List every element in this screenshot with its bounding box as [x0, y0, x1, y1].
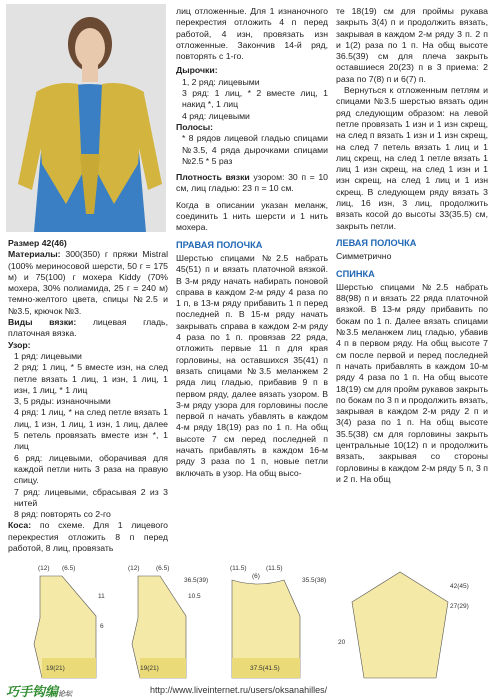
dim-label: (12): [128, 565, 140, 572]
logo-text: 巧手钩编: [6, 684, 59, 699]
dim-label: (11.5): [266, 565, 283, 572]
back-text: Шерстью спицами №2.5 набрать 88(98) п и вязать 22 ряда платочной вязкой. В 13-м ряду прибавить по бокам по 1 п. Далее вязать спицами №3.5 меланжем лиц гладью, убавив 4 п в первом ряду. На общ высоте 7 см после первой и перед последней п начать прибавлять в каждом 10-м ряду 4 раза по 1 п. На общ высоте 18(19) см для пройм рукавов закрыть по бокам по 3 п и продолжить вязать, закрывая в каждом 2-м ряду 2 п и 3(4) раза по 1 п. На общ высоте 35.5(38) см для горловины закрыть центральные 10(12) п и продолжить вязать, закрывая со стороны горловины в каждом 2-м ряду 5 п, 3 п и 2 п. На общ: [336, 281, 488, 484]
dim-label: (6.5): [156, 565, 170, 572]
materials-text: 300(350) г пряжи Mistral (100% мериносовой шерсти, 50 г = 175 м) и 75(100) г мохера Kiddy (70% мохера, 30% полиамида, 25 г = 240 м) темно-желтого цвета, спицы №2.5 и №3.5, крючок №3.: [8, 249, 168, 316]
holes-title: Дырочки:: [176, 65, 218, 76]
kosa-paragraph: [8, 520, 168, 554]
dim-label: 10.5: [188, 593, 201, 600]
pattern-schematic: [0, 558, 494, 684]
left-front-text: Симметрично: [336, 251, 392, 262]
dim-label: 27(29): [450, 603, 469, 610]
stripes-title: Полосы:: [176, 121, 214, 132]
pattern-row-2: 2 ряд: 1 лиц, * 5 вместе изн, на след петле вязать 1 лиц, 1 изн, 1 лиц, 1 изн, 1 лиц, * 1 лиц: [14, 362, 168, 395]
right-front-text: Шерстью спицами №2.5 набрать 45(51) п и вязать платочной вязкой. В 3-м ряду начать набирать поновой справа в каждом 2-м ряду 4 раза по 1 п, в 13-м ряду прибавить 1 п перед последней п. В 15-м ряду начать закрывать справа в каждом 2-м ряду 4 раза по 1 п. провязав 22 ряда, отложить первые 11 п для края горловины, на оставшихся 35(41) п вязать спицами №3.5 меланжем 2 ряда лиц гладью, прибавив 9 п в первом ряду, далее вязать узором. В 3-м ряду узора для горловины после первой п начать убавлять в каждом 4-м ряду 18(19) раз по 1 п. На общ высоте 7 см перед последней п начать прибавлять в каждом 16-м ряду 3 раза по 1 п, новые петли включать в узор. На общ высо-: [176, 252, 328, 478]
pattern-row-3: 3, 5 ряды: изнаночными: [14, 396, 111, 407]
holes-row-2: 3 ряд: 1 лиц, * 2 вместе лиц, 1 накид *, 1 лиц: [182, 88, 328, 110]
return-paragraph: Вернуться к отложенным петлям и спицами №3.5 шерстью вязать один ряд следующим образом: на левой петле провязать 1 изн и 1 изн скрещ, на след п вязать 1 изн и 1 изн скрещ, на след 7 петель вязать 1 лиц и 1 лиц скрещ, на след 1 петле вязать 1 лиц 1 изн скрещ, на след 1 изн и 1 изн скрещ, на след 1 лиц и 1 изн скрещ. В следующем ряду вязать 3 лиц, 16 изн, 3 лиц, продолжить вязать косой до высоты 33(35.5) см, закрыть петли.: [336, 85, 488, 231]
stripes-text: * 8 рядов лицевой гладью спицами №3.5, 4 ряда дырочками спицами №2.5 * 5 раз: [182, 133, 328, 166]
holes-row-1: 1, 2 ряд: лицевыми: [182, 76, 260, 87]
density-label: Плотность вязки: [176, 172, 250, 183]
middle-column: [176, 6, 328, 479]
dim-label: 35.5(38): [302, 577, 327, 584]
dim-label: 37.5(41.5): [250, 665, 280, 672]
left-front-schematic: [132, 576, 186, 678]
source-url: http://www.liveinternet.ru/users/oksanahilles/: [150, 685, 328, 695]
materials-label: Материалы:: [8, 249, 61, 260]
kinds-text: лицевая гладь, платочная вязка.: [8, 317, 168, 339]
footer: [0, 681, 494, 699]
logo-subtext: 论坛: [58, 690, 73, 698]
holes-row-3: 4 ряд: лицевыми: [182, 110, 250, 121]
pattern-row-4: 4 ряд: 1 лиц, * на след петле вязать 1 лиц, 1 изн, 1 лиц, 1 изн, 1 лиц, далее 5 петель провязать вместе изн *, 1 лиц: [14, 407, 168, 452]
dim-label: (11.5): [230, 565, 247, 572]
kinds-label: Виды вязки:: [8, 317, 77, 328]
right-column: [336, 6, 488, 485]
pattern-row-1: 1 ряд: лицевыми: [14, 350, 82, 361]
kosa-text: по схеме. Для 1 лицевого перекрестия отложить 8 п перед работой, 8 лиц, провязать: [8, 520, 169, 554]
dim-label: (6.5): [62, 565, 76, 572]
pattern-row-7: 7 ряд: лицевыми, сбрасывая 2 из 3 нитей: [14, 486, 168, 508]
back-schematic: [232, 580, 300, 678]
dim-label: 42(45): [450, 583, 469, 590]
right-front-schematic: [34, 576, 96, 678]
kosa-continued: лиц отложенные. Для 1 изнаночного перекрестия отложить 4 п перед работой, 4 изн, провязать изн отложенные. Закончив 14-й ряд, повторять с 1-го.: [176, 6, 328, 62]
site-logo: [6, 681, 72, 700]
size-line: Размер 42(46): [8, 238, 67, 248]
dim-label: 19(21): [46, 665, 65, 672]
melange-note: Когда в описании указан меланж, соединить 1 нить шерсти и 1 нить мохера.: [176, 199, 328, 233]
left-front-title: ЛЕВАЯ ПОЛОЧКА: [336, 237, 417, 248]
pattern-title: Узор:: [8, 339, 31, 350]
pattern-row-6: 6 ряд: лицевыми, оборачивая для каждой петли нить 3 раза на правую спицу.: [14, 452, 168, 486]
right-front-title: ПРАВАЯ ПОЛОЧКА: [176, 239, 263, 250]
dim-label: 20: [338, 639, 346, 646]
dim-label: 19(21): [140, 665, 159, 672]
kinds-paragraph: [8, 317, 168, 340]
back-title: СПИНКА: [336, 268, 375, 279]
dim-label: (6): [252, 573, 260, 580]
kosa-label: Коса:: [8, 520, 32, 531]
dim-label: 36.5(39): [184, 577, 209, 584]
model-photo: [6, 4, 166, 232]
dim-label: (12): [38, 565, 50, 572]
sleeve-schematic: [352, 572, 448, 678]
left-column: [8, 238, 168, 554]
density-text: узором: 30 п = 10 см, лиц гладью: 23 п = 10 см.: [176, 172, 328, 194]
pattern-row-8: 8 ряд: повторять со 2-го: [14, 509, 111, 520]
dim-label: 11: [98, 593, 105, 600]
right-front-continued: те 18(19) см для проймы рукава закрыть 3(4) п и продолжить вязать, закрывая в каждом 2-м ряду 3 п. 2 п и 1(2) раза по 1 п. На общ высоте 36.5(39) см для плеча закрыть оставшиеся 20(23) п в 3 приема: 2 раза по 7(8) п и 6(7) п.: [336, 6, 488, 84]
dim-label: 6: [100, 623, 104, 630]
density-paragraph: [176, 172, 328, 195]
materials-paragraph: [8, 249, 168, 317]
